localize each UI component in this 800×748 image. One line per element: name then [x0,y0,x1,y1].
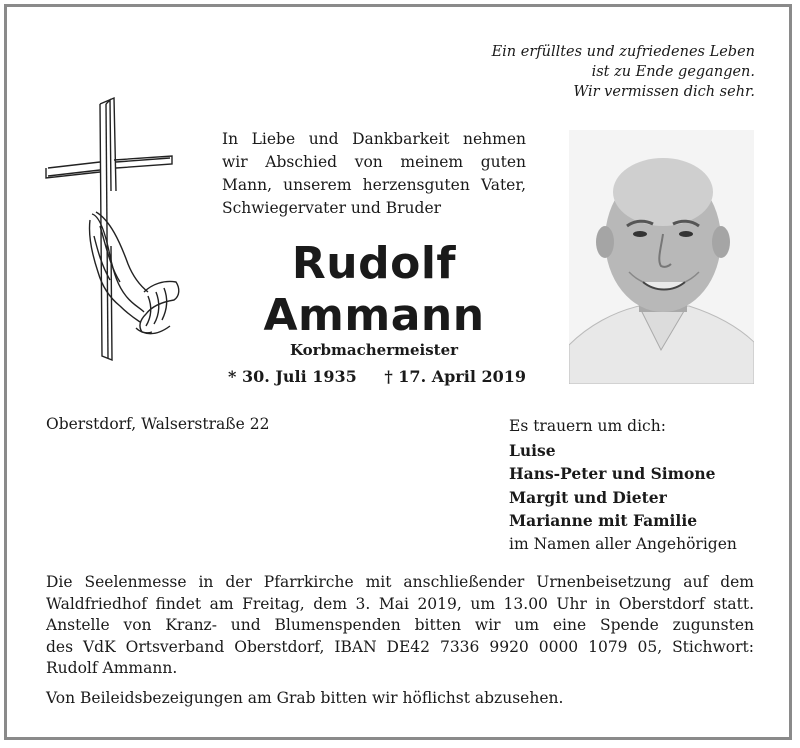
first-name: Rudolf [291,238,457,289]
quote-line: Wir vermissen dich sehr. [573,84,755,100]
notice-line: des VdK Ortsverband Oberstdorf, IBAN DE42 7336 9920 0000 1079 05, Stichwort: [46,637,754,656]
death-date: † 17. April 2019 [384,367,526,386]
mourner-name: Marianne mit Familie [509,511,698,530]
notice-line: Die Seelenmesse in der Pfarrkirche mit anschließender Urnenbeisetzung auf dem [46,573,754,591]
portrait-illustration [569,130,754,384]
intro-line: In Liebe und Dankbarkeit nehmen [222,130,526,148]
intro-text [222,128,526,220]
mourners-heading: Es trauern um dich: [509,417,666,435]
quote-line: Ein erfülltes und zufriedenes Leben [491,44,755,60]
mourner-name: Margit und Dieter [509,487,667,507]
birth-date: * 30. Juli 1935 [228,367,357,386]
quote-line: ist zu Ende gegangen. [591,64,755,80]
notice-line: Waldfriedhof findet am Freitag, dem 3. Mai 2019, um 13.00 Uhr in Oberstdorf statt. [46,594,754,613]
deceased-name [222,238,526,342]
cross-with-praying-hands-icon [40,96,190,366]
mourners-footer: im Namen aller Angehörigen [509,534,737,553]
notice-text [46,572,754,680]
mourner-name: Hans-Peter und Simone [509,464,716,483]
mourner-name: Luise [509,440,556,460]
intro-line: wir Abschied von meinem guten [222,153,526,171]
quote [470,42,755,102]
mourners [509,415,737,556]
address: Oberstdorf, Walserstraße 22 [46,415,270,433]
notice-line: Anstelle von Kranz- und Blumenspenden bitten wir um eine Spende zugunsten [46,616,754,634]
intro-line: Schwiegervater und Bruder [222,199,442,217]
profession: Korbmachermeister [289,341,459,359]
intro-line: Mann, unserem herzensguten Vater, [222,176,526,194]
closing-text: Von Beileidsbezeigungen am Grab bitten wir höflichst abzusehen. [46,689,564,707]
notice-line: Rudolf Ammann. [46,659,178,677]
portrait-photo [569,130,754,384]
last-name: Ammann [263,290,485,341]
